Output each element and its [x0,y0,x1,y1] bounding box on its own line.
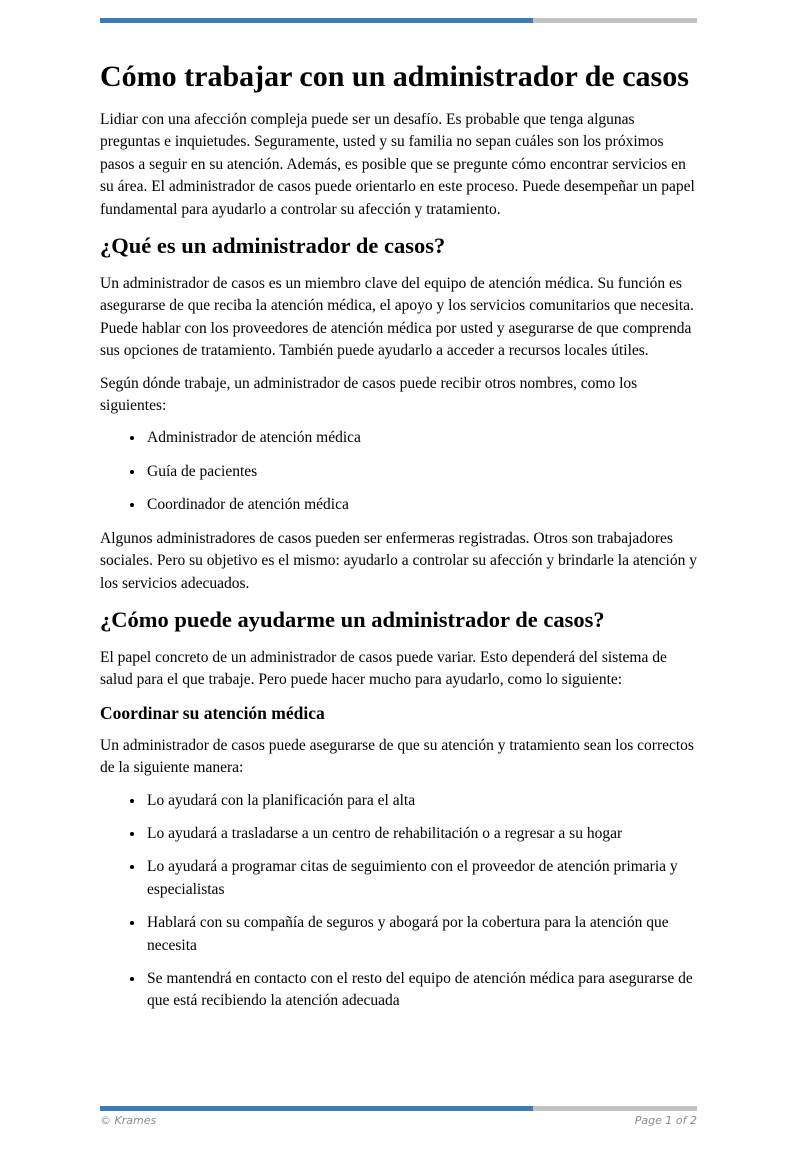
subsection-heading-coordinate-care: Coordinar su atención médica [100,702,325,723]
footer-accent-rule-blue-segment [100,1106,533,1111]
section-heading-what-is: ¿Qué es un administrador de casos? [100,233,446,259]
footer-accent-rule-gray-segment [533,1106,697,1111]
footer-accent-rule [100,1106,697,1111]
top-accent-rule-blue-segment [100,18,533,23]
section-heading-how-help: ¿Cómo puede ayudarme un administrador de casos? [100,606,605,632]
list-item: • Coordinador de atención médica [145,494,697,516]
footer-copyright: © Krames [100,1114,157,1127]
list-item: • Guía de pacientes [145,461,697,483]
footer-page-number: Page 1 of 2 [634,1114,697,1127]
top-accent-rule [100,18,697,23]
how-help-paragraph-2: Un administrador de casos puede asegurarse de que su atención y tratamiento sean los correctos de la siguiente manera: [100,736,694,777]
list-item: • Se mantendrá en contacto con el resto del equipo de atención médica para asegurarse de que está recibiendo la atención adecuada [145,968,697,1013]
list-item: • Hablará con su compañía de seguros y abogará por la cobertura para la atención que necesita [145,912,697,957]
what-is-paragraph-3: Algunos administradores de casos pueden ser enfermeras registradas. Otros son trabajadores sociales. Pero su objetivo es el mismo: ayudarlo a controlar su afección y brindarle la atención y los servicios adecuados. [100,529,697,592]
list-item: • Administrador de atención médica [145,427,697,449]
list-item: • Lo ayudará a programar citas de seguimiento con el proveedor de atención primaria y especialistas [145,856,697,901]
intro-paragraph: Lidiar con una afección compleja puede ser un desafío. Es probable que tenga algunas preguntas e inquietudes. Seguramente, usted y su familia no sepan cuáles son los próximos pasos a seguir en su atención. Además, es posible que se pregunte cómo encontrar servicios en su área. El administrador de casos puede orientarlo en este proceso. Puede desempeñar un papel fundamental para ayudarlo a controlar su afección y tratamiento. [100,111,695,218]
document-page [0,18,800,1149]
care-coordination-list [100,790,697,1013]
how-help-paragraph-1: El papel concreto de un administrador de casos puede variar. Esto dependerá del sistema de salud para el que trabaje. Pero puede hacer mucho para ayudarlo, como lo siguiente: [100,648,667,689]
top-accent-rule-gray-segment [533,18,697,23]
list-item: • Lo ayudará con la planificación para el alta [145,790,697,812]
page-title: Cómo trabajar con un administrador de casos [100,60,689,93]
page-footer [100,1106,697,1127]
footer-text-row [100,1114,697,1127]
list-item: • Lo ayudará a trasladarse a un centro de rehabilitación o a regresar a su hogar [145,823,697,845]
other-names-list [100,427,697,516]
what-is-paragraph-1: Un administrador de casos es un miembro clave del equipo de atención médica. Su función es asegurarse de que reciba la atención médica, el apoyo y los servicios comunitarios que necesita. Puede hablar con los proveedores de atención médica por usted y asegurarse de que comprenda sus opciones de tratamiento. También puede ayudarlo a acceder a recursos locales útiles. [100,275,694,360]
what-is-paragraph-2: Según dónde trabaje, un administrador de casos puede recibir otros nombres, como los siguientes: [100,374,638,415]
